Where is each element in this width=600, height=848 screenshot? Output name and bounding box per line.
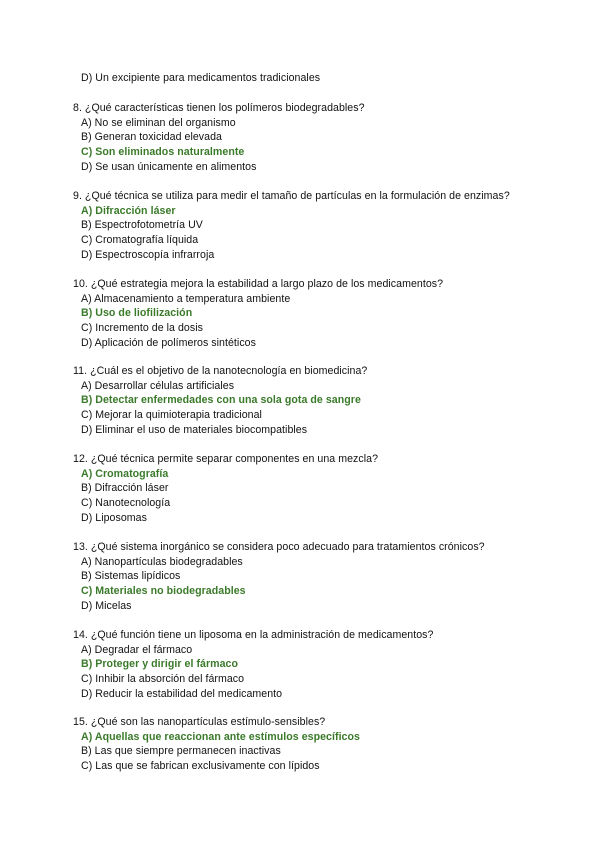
answer-option: D) Reducir la estabilidad del medicamento [81,688,283,700]
question-text: 13. ¿Qué sistema inorgánico se considera poco adecuado para tratamientos crónicos? [73,541,485,553]
answer-option: A) Desarrollar células artificiales [81,380,235,392]
lead-option: D) Un excipiente para medicamentos tradicionales [81,72,321,84]
correct-answer-option: A) Aquellas que reaccionan ante estímulos específicos [81,731,360,743]
question-text: 12. ¿Qué técnica permite separar componentes en una mezcla? [73,453,379,465]
answer-option: C) Mejorar la quimioterapia tradicional [81,409,262,421]
question-text: 11. ¿Cuál es el objetivo de la nanotecnología en biomedicina? [73,365,368,377]
answer-option: A) Degradar el fármaco [81,644,193,656]
answer-option: A) Almacenamiento a temperatura ambiente [81,293,291,305]
answer-option: A) No se eliminan del organismo [81,117,236,129]
correct-answer-option: B) Detectar enfermedades con una sola gota de sangre [81,394,361,406]
answer-option: B) Sistemas lipídicos [81,570,181,582]
correct-answer-option: A) Cromatografía [81,468,169,480]
correct-answer-option: B) Proteger y dirigir el fármaco [81,658,239,670]
answer-option: D) Espectroscopía infrarroja [81,249,215,261]
question-text: 10. ¿Qué estrategia mejora la estabilidad a largo plazo de los medicamentos? [73,278,444,290]
answer-option: C) Cromatografía líquida [81,234,199,246]
answer-option: D) Aplicación de polímeros sintéticos [81,337,256,349]
question-text: 15. ¿Qué son las nanopartículas estímulo-sensibles? [73,716,326,728]
answer-option: D) Eliminar el uso de materiales biocompatibles [81,424,308,436]
answer-option: D) Se usan únicamente en alimentos [81,161,257,173]
answer-option: B) Las que siempre permanecen inactivas [81,745,281,757]
answer-option: C) Inhibir la absorción del fármaco [81,673,245,685]
correct-answer-option: C) Son eliminados naturalmente [81,146,245,158]
answer-option: C) Incremento de la dosis [81,322,203,334]
answer-option: A) Nanopartículas biodegradables [81,556,243,568]
question-text: 8. ¿Qué características tienen los polímeros biodegradables? [73,102,365,114]
answer-option: C) Nanotecnología [81,497,171,509]
correct-answer-option: A) Difracción láser [81,205,176,217]
correct-answer-option: C) Materiales no biodegradables [81,585,246,597]
question-text: 14. ¿Qué función tiene un liposoma en la administración de medicamentos? [73,629,434,641]
answer-option: B) Difracción láser [81,482,169,494]
answer-option: B) Generan toxicidad elevada [81,131,222,143]
question-text: 9. ¿Qué técnica se utiliza para medir el tamaño de partículas en la formulación de enzimas? [73,190,510,202]
answer-option: D) Micelas [81,600,132,612]
correct-answer-option: B) Uso de liofilización [81,307,193,319]
answer-option: B) Espectrofotometría UV [81,219,203,231]
answer-option: D) Liposomas [81,512,147,524]
answer-option: C) Las que se fabrican exclusivamente con lípidos [81,760,320,772]
